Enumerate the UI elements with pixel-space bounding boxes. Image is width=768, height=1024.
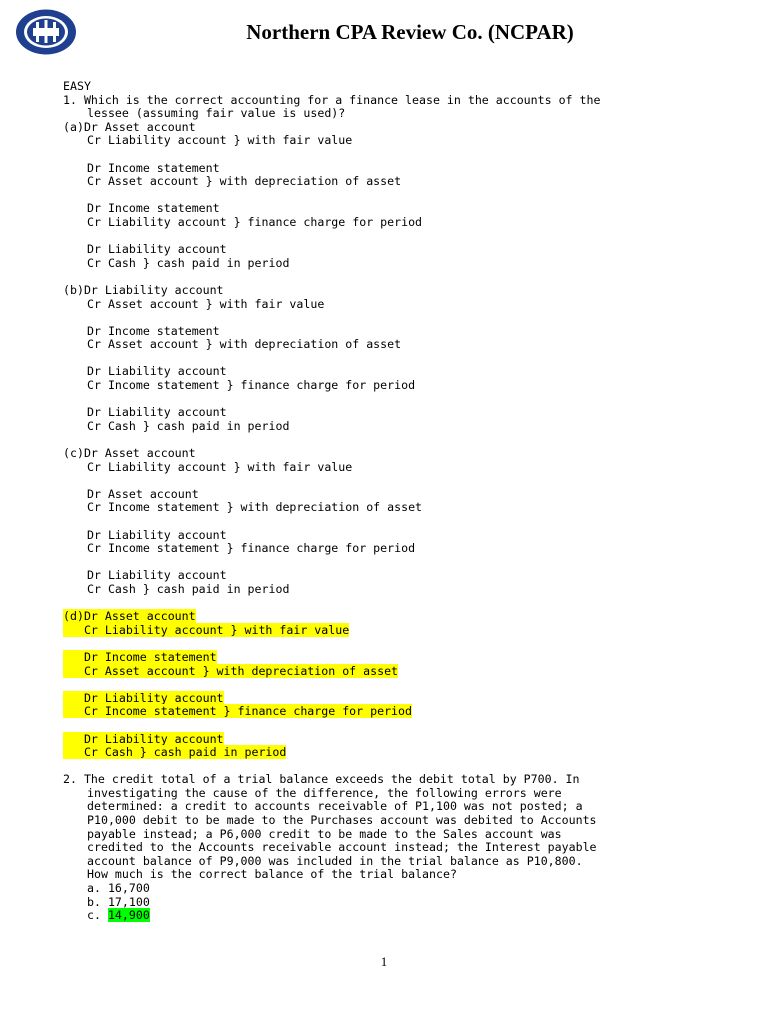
option-d-line-highlighted: Cr Income statement } finance charge for period [63,704,413,719]
page-title: Northern CPA Review Co. (NCPAR) [246,20,574,44]
document-body [63,80,743,923]
question-1-stem: 1. Which is the correct accounting for a finance lease in the accounts of the [63,92,601,107]
option-c-line: Dr Liability account [87,568,227,583]
option-b-line: Dr Liability account [87,364,227,379]
option-d-line-highlighted: (d)Dr Asset account [63,609,196,624]
option-c-line: Cr Cash } cash paid in period [87,581,290,596]
option-d-line-highlighted: Dr Liability account [63,731,224,746]
question-2-stem-cont: credited to the Accounts receivable account instead; the Interest payable [87,840,597,855]
option-a-line: Cr Liability account } finance charge for period [87,214,423,229]
question-2-stem-cont: investigating the cause of the difference, the following errors were [87,785,562,800]
option-c-line: Cr Income statement } finance charge for period [87,541,416,556]
option-d-line-highlighted: Cr Liability account } with fair value [63,622,350,637]
option-a-line: (a)Dr Asset account [63,119,196,134]
option-b-line: Dr Income statement [87,323,220,338]
question-2-stem-cont: account balance of P9,000 was included in the trial balance as P10,800. [87,853,583,868]
option-d-line-highlighted: Dr Income statement [63,649,217,664]
choice-c-prefix: c. [87,908,108,923]
ncpar-logo [14,8,78,56]
option-d-line-highlighted: Cr Cash } cash paid in period [63,745,287,760]
option-b-line: (b)Dr Liability account [63,282,224,297]
option-a-line: Dr Liability account [87,242,227,257]
option-c-line: Dr Liability account [87,527,227,542]
option-a-line: Cr Cash } cash paid in period [87,255,290,270]
page-number: 1 [380,954,388,969]
question-2-stem-cont: How much is the correct balance of the trial balance? [87,867,457,882]
option-a-line: Dr Income statement [87,201,220,216]
option-b-line: Dr Liability account [87,405,227,420]
question-2-stem: 2. The credit total of a trial balance exceeds the debit total by P700. In [63,772,580,787]
option-c-line: Dr Asset account [87,486,199,501]
option-d-line-highlighted: Dr Liability account [63,690,224,705]
choice-c-highlighted-answer: 14,900 [107,908,150,923]
option-a-line: Cr Asset account } with depreciation of asset [87,174,402,189]
option-d-line-highlighted: Cr Asset account } with depreciation of asset [63,663,399,678]
option-a-line: Cr Liability account } with fair value [87,133,353,148]
section-label: EASY [63,79,91,93]
option-a-line: Dr Income statement [87,160,220,175]
option-b-line: Cr Asset account } with depreciation of asset [87,337,402,352]
choice-a: a. 16,700 [87,881,150,896]
choice-c [63,909,743,923]
option-b-line: Cr Asset account } with fair value [87,296,325,311]
question-2-stem-cont: payable instead; a P6,000 credit to be made to the Sales account was [87,826,562,841]
question-2-stem-cont: P10,000 debit to be made to the Purchases account was debited to Accounts [87,813,597,828]
question-2-stem-cont: determined: a credit to accounts receivable of P1,100 was not posted; a [87,799,583,814]
option-b-line: Cr Income statement } finance charge for period [87,378,416,393]
question-1-stem-cont: lessee (assuming fair value is used)? [87,106,346,121]
choice-b: b. 17,100 [87,894,150,909]
option-b-line: Cr Cash } cash paid in period [87,418,290,433]
option-c-line: (c)Dr Asset account [63,446,196,461]
option-c-line: Cr Liability account } with fair value [87,459,353,474]
option-c-line: Cr Income statement } with depreciation of asset [87,500,423,515]
